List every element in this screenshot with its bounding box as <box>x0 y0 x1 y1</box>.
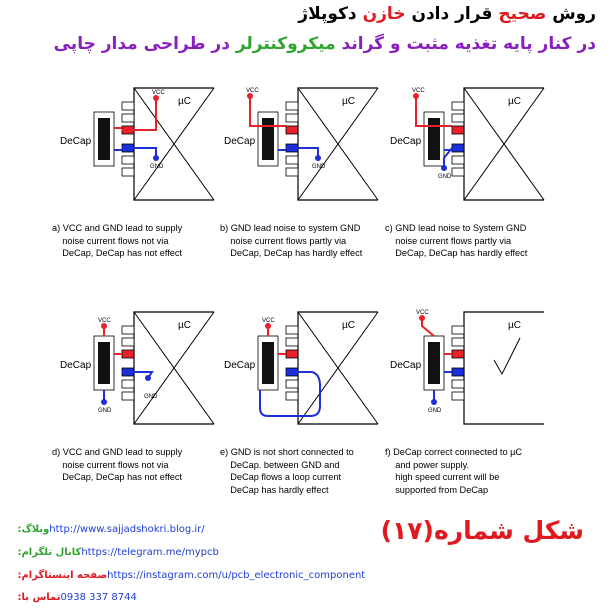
decap-label: DeCap <box>224 136 256 147</box>
chip-pin <box>286 156 298 164</box>
gnd-label: GND <box>312 164 326 170</box>
chip-pin <box>452 368 464 376</box>
title-1-segment: دکوپلاژ <box>298 4 357 24</box>
gnd-node <box>153 155 159 161</box>
title-2-segment: در طراحی مدار چاپی <box>53 34 236 54</box>
decap-gnd-node <box>101 399 107 405</box>
chip-outline <box>464 312 544 424</box>
chip-pin <box>452 144 464 152</box>
link-blog-label: وبلاگ: <box>14 524 50 535</box>
chip-pin <box>122 168 134 176</box>
contact-phone-value: 0938 337 8744 <box>60 592 137 603</box>
diagram-panel-a <box>60 88 214 200</box>
decap-body <box>262 118 274 160</box>
chip-pin <box>122 102 134 110</box>
chip-pin <box>286 380 298 388</box>
caption-b: b) GND lead noise to system GND noise current flows partly via DeCap, DeCap has hardly effect <box>220 223 363 258</box>
title-1-segment: صحیح <box>492 4 553 24</box>
decap-label: DeCap <box>60 136 92 147</box>
chip-pin <box>452 392 464 400</box>
caption-e: e) GND is not short connected to DeCap. between GND and DeCap flows a loop current DeCap has hardly effect <box>220 447 354 495</box>
chip-pin <box>286 326 298 334</box>
decap-vcc-trace <box>422 318 434 336</box>
vcc-label: VCC <box>98 318 111 324</box>
link-blog-value[interactable]: http://www.sajjadshokri.blog.ir/ <box>49 524 205 535</box>
title-1-segment: قرار دادن <box>411 4 493 24</box>
vcc-label: VCC <box>152 90 165 96</box>
decap-body <box>98 342 110 384</box>
gnd-node <box>315 155 321 161</box>
chip-pin <box>286 350 298 358</box>
title-2-segment: میکروکنترلر <box>235 34 336 54</box>
link-telegram[interactable] <box>14 547 219 558</box>
contact-phone-label: تماس با: <box>14 592 61 603</box>
diagram-panel-c <box>390 88 544 200</box>
chip-label: µC <box>178 320 191 331</box>
figure-label: شکل شماره(۱۷) <box>380 516 584 545</box>
link-instagram-label: صفحه اینستاگرام: <box>14 570 108 581</box>
chip-pin <box>122 338 134 346</box>
link-telegram-label: کانال تلگرام: <box>14 547 82 558</box>
chip-label: µC <box>508 96 521 107</box>
chip-pin <box>286 114 298 122</box>
diagram-panel-f <box>390 310 544 424</box>
chip-pin <box>452 338 464 346</box>
link-telegram-value[interactable]: https://telegram.me/mypcb <box>81 547 219 558</box>
decap-label: DeCap <box>390 136 422 147</box>
decap-body <box>428 118 440 160</box>
chip-pin <box>122 350 134 358</box>
gnd-label: GND <box>438 174 452 180</box>
chip-pin <box>286 338 298 346</box>
vcc-label: VCC <box>416 310 429 316</box>
chip-pin <box>452 326 464 334</box>
gnd-label: GND <box>428 408 442 414</box>
diagram-panel-d <box>60 312 214 424</box>
chip-pin <box>286 102 298 110</box>
title-1-segment: خازن <box>356 4 412 24</box>
chip-pin <box>286 392 298 400</box>
vcc-label: VCC <box>262 318 275 324</box>
chip-pin <box>122 392 134 400</box>
chip-pin <box>452 102 464 110</box>
link-blog[interactable] <box>14 524 205 535</box>
chip-pin <box>122 326 134 334</box>
chip-pin <box>452 350 464 358</box>
decap-body <box>98 118 110 160</box>
chip-pin <box>452 168 464 176</box>
chip-pin <box>286 126 298 134</box>
vcc-label: VCC <box>412 88 425 94</box>
chip-pin <box>452 114 464 122</box>
title-1-segment: روش <box>552 4 596 24</box>
vcc-label: VCC <box>246 88 259 94</box>
chip-pin <box>122 380 134 388</box>
decap-gnd-label: GND <box>98 408 112 414</box>
chip-label: µC <box>178 96 191 107</box>
decap-label: DeCap <box>60 360 92 371</box>
chip-pin <box>452 156 464 164</box>
gnd-label: GND <box>144 394 158 400</box>
decap-body <box>262 342 274 384</box>
chip-pin <box>452 380 464 388</box>
caption-a: a) VCC and GND lead to supply noise current flows not via DeCap, DeCap has not effect <box>52 223 183 258</box>
gnd-node <box>441 165 447 171</box>
caption-c: c) GND lead noise to System GND noise current flows partly via DeCap, DeCap has hardly effect <box>385 223 528 258</box>
chip-pin <box>122 156 134 164</box>
chip-label: µC <box>508 320 521 331</box>
chip-pin <box>122 114 134 122</box>
chip-label: µC <box>342 320 355 331</box>
decap-label: DeCap <box>390 360 422 371</box>
caption-d: d) VCC and GND lead to supply noise current flows not via DeCap, DeCap has not effect <box>52 447 183 482</box>
chip-pin <box>452 126 464 134</box>
gnd-node <box>145 375 151 381</box>
title-2-segment: در کنار پایه تغذیه مثبت و گراند <box>335 34 596 54</box>
diagram-panel-e <box>224 312 378 424</box>
link-instagram[interactable] <box>14 570 365 581</box>
gnd-label: GND <box>150 164 164 170</box>
contact-phone <box>14 592 137 603</box>
diagram-panel-b <box>224 88 378 200</box>
chip-label: µC <box>342 96 355 107</box>
gnd-node <box>431 399 437 405</box>
check-mark <box>494 338 520 374</box>
caption-f: f) DeCap correct connected to µC and power supply. high speed current will be supported from DeCap <box>385 447 523 495</box>
decap-label: DeCap <box>224 360 256 371</box>
decap-body <box>428 342 440 384</box>
chip-pin <box>286 168 298 176</box>
link-instagram-value[interactable]: https://instagram.com/u/pcb_electronic_component <box>107 570 366 581</box>
